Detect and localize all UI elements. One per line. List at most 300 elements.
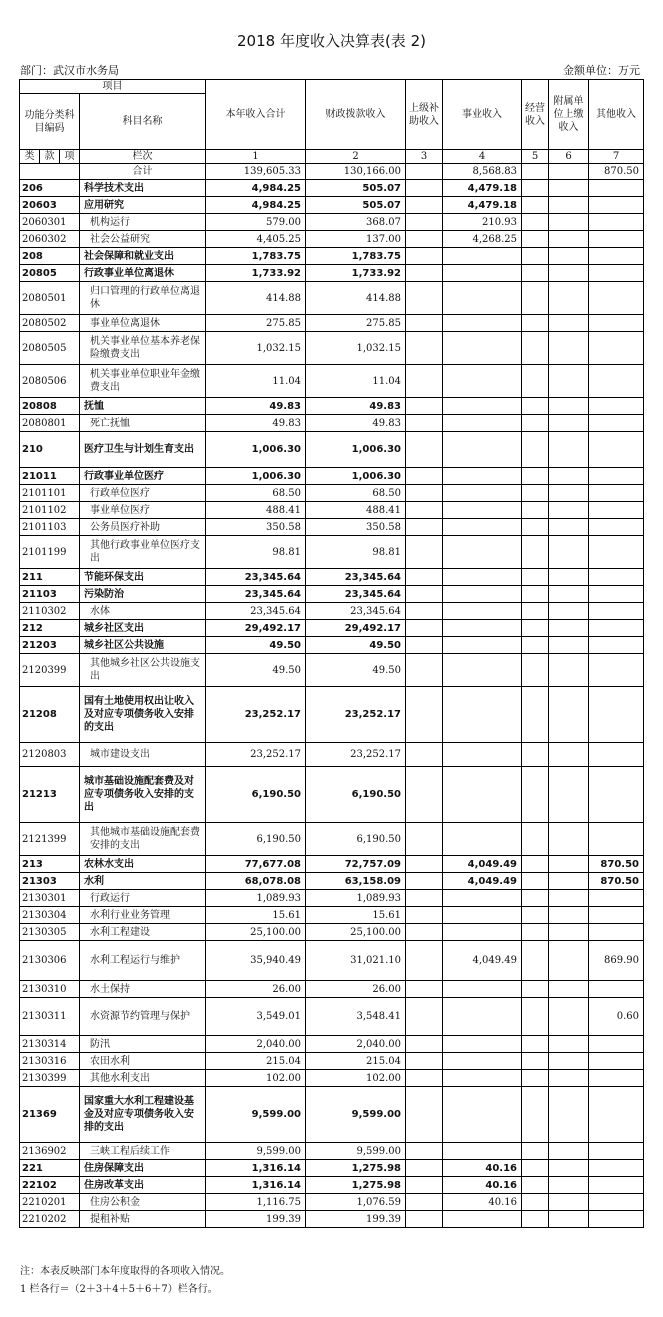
cell-operating [522,890,549,907]
row-name: 国有土地使用权出让收入及对应专项债务收入安排的支出 [80,687,206,743]
table-row [20,1070,644,1087]
cell-other [589,687,644,743]
cell-operating [522,485,549,502]
cell-operating [522,998,549,1036]
cell-affiliated [549,248,589,265]
cell-affiliated [549,767,589,823]
cell-total: 579.00 [206,214,306,231]
cell-business [443,1211,522,1228]
cell-operating [522,620,549,637]
cell-operating [522,164,549,180]
cell-affiliated [549,231,589,248]
row-code: 2130314 [20,1036,80,1053]
cell-superior [406,1087,443,1143]
cell-operating [522,873,549,890]
cell-business [443,1087,522,1143]
cell-business: 210.93 [443,214,522,231]
cell-business: 4,049.49 [443,856,522,873]
table-row [20,519,644,536]
cell-fiscal: 23,252.17 [306,687,406,743]
cell-fiscal: 6,190.50 [306,767,406,823]
cell-superior [406,282,443,315]
table-row [20,214,644,231]
cell-other [589,282,644,315]
row-code: 2110302 [20,603,80,620]
cell-operating [522,365,549,398]
cell-other [589,468,644,485]
cell-business: 4,479.18 [443,180,522,197]
table-row [20,1036,644,1053]
table-row [20,743,644,767]
cell-superior [406,569,443,586]
cell-total: 1,783.75 [206,248,306,265]
cell-business [443,485,522,502]
cell-operating [522,924,549,941]
table-row [20,1143,644,1160]
cell-superior [406,890,443,907]
cell-total: 139,605.33 [206,164,306,180]
cell-other [589,536,644,569]
cell-affiliated [549,603,589,620]
table-row [20,164,644,180]
row-name: 应用研究 [80,197,206,214]
cell-fiscal: 505.07 [306,197,406,214]
cell-affiliated [549,743,589,767]
cell-business: 4,049.49 [443,941,522,981]
cell-affiliated [549,197,589,214]
cell-other [589,1143,644,1160]
cell-total: 29,492.17 [206,620,306,637]
row-code: 2060301 [20,214,80,231]
table-row [20,687,644,743]
row-name: 农田水利 [80,1053,206,1070]
table-row [20,603,644,620]
unit-label: 金额单位：万元 [563,64,640,77]
row-code: 2080801 [20,415,80,432]
cell-fiscal: 49.50 [306,654,406,687]
cell-other [589,767,644,823]
header-business: 事业收入 [443,80,522,150]
header-lanci: 栏次 [80,150,206,164]
table-row [20,1160,644,1177]
cell-fiscal: 350.58 [306,519,406,536]
row-code: 20808 [20,398,80,415]
cell-fiscal: 1,275.98 [306,1160,406,1177]
row-code: 21303 [20,873,80,890]
cell-total: 4,984.25 [206,197,306,214]
cell-superior [406,1036,443,1053]
cell-operating [522,265,549,282]
cell-affiliated [549,1211,589,1228]
cell-superior [406,398,443,415]
table-row [20,890,644,907]
cell-superior [406,315,443,332]
cell-superior [406,1194,443,1211]
cell-other [589,214,644,231]
cell-operating [522,907,549,924]
cell-business [443,823,522,856]
cell-superior [406,654,443,687]
row-code: 21208 [20,687,80,743]
row-name: 医疗卫生与计划生育支出 [80,432,206,468]
table-row [20,197,644,214]
row-code: 2210201 [20,1194,80,1211]
table-row [20,856,644,873]
table-row [20,1211,644,1228]
cell-affiliated [549,432,589,468]
cell-fiscal: 49.83 [306,415,406,432]
cell-superior [406,365,443,398]
cell-total: 1,316.14 [206,1177,306,1194]
table-row [20,415,644,432]
row-code: 206 [20,180,80,197]
cell-total: 350.58 [206,519,306,536]
cell-other: 0.60 [589,998,644,1036]
cell-operating [522,231,549,248]
table-row [20,586,644,603]
col-num-5: 5 [522,150,549,164]
header-xiang: 项 [60,150,80,164]
cell-business [443,282,522,315]
table-row [20,823,644,856]
cell-affiliated [549,365,589,398]
table-row [20,620,644,637]
cell-superior [406,432,443,468]
cell-total: 3,549.01 [206,998,306,1036]
row-name: 其他水利支出 [80,1070,206,1087]
row-code: 2080501 [20,282,80,315]
cell-operating [522,767,549,823]
cell-affiliated [549,1087,589,1143]
cell-total: 1,316.14 [206,1160,306,1177]
cell-affiliated [549,907,589,924]
table-row [20,1053,644,1070]
cell-superior [406,231,443,248]
row-code: 21369 [20,1087,80,1143]
cell-business [443,767,522,823]
row-name: 水体 [80,603,206,620]
cell-affiliated [549,654,589,687]
row-code: 20805 [20,265,80,282]
cell-superior [406,1177,443,1194]
table-row [20,432,644,468]
cell-superior [406,248,443,265]
row-code: 221 [20,1160,80,1177]
cell-total: 23,345.64 [206,586,306,603]
cell-total: 1,733.92 [206,265,306,282]
row-name: 社会公益研究 [80,231,206,248]
table-body [20,164,644,1228]
row-code: 2210202 [20,1211,80,1228]
cell-superior [406,981,443,998]
cell-total: 35,940.49 [206,941,306,981]
cell-total: 98.81 [206,536,306,569]
cell-business [443,998,522,1036]
header-func-code: 功能分类科目编码 [20,94,80,150]
row-name: 住房保障支出 [80,1160,206,1177]
cell-fiscal: 505.07 [306,180,406,197]
table-row [20,924,644,941]
cell-fiscal: 49.83 [306,398,406,415]
cell-business [443,1036,522,1053]
row-code: 2080502 [20,315,80,332]
cell-business [443,586,522,603]
cell-fiscal: 1,275.98 [306,1177,406,1194]
cell-fiscal: 137.00 [306,231,406,248]
cell-other [589,315,644,332]
cell-operating [522,214,549,231]
cell-fiscal: 1,783.75 [306,248,406,265]
cell-operating [522,1160,549,1177]
cell-affiliated [549,586,589,603]
cell-business: 4,268.25 [443,231,522,248]
cell-total: 414.88 [206,282,306,315]
header-lei: 类 [20,150,40,164]
cell-fiscal: 130,166.00 [306,164,406,180]
cell-fiscal: 9,599.00 [306,1087,406,1143]
cell-fiscal: 1,006.30 [306,432,406,468]
cell-business [443,432,522,468]
row-name: 住房公积金 [80,1194,206,1211]
cell-total: 488.41 [206,502,306,519]
cell-affiliated [549,415,589,432]
cell-business [443,1143,522,1160]
cell-superior [406,637,443,654]
cell-affiliated [549,620,589,637]
header-total: 本年收入合计 [206,80,306,150]
cell-total: 49.50 [206,637,306,654]
header-affiliated: 附属单位上缴收入 [549,80,589,150]
row-code: 2101102 [20,502,80,519]
income-table [19,79,644,1228]
table-row [20,941,644,981]
cell-operating [522,398,549,415]
cell-superior [406,1053,443,1070]
cell-fiscal: 49.50 [306,637,406,654]
cell-fiscal: 68.50 [306,485,406,502]
cell-affiliated [549,519,589,536]
row-code: 21213 [20,767,80,823]
row-code: 210 [20,432,80,468]
cell-superior [406,485,443,502]
cell-operating [522,248,549,265]
cell-fiscal: 215.04 [306,1053,406,1070]
cell-other [589,890,644,907]
row-code: 2130301 [20,890,80,907]
cell-total: 4,405.25 [206,231,306,248]
table-row [20,873,644,890]
row-name: 机构运行 [80,214,206,231]
cell-superior [406,767,443,823]
cell-operating [522,823,549,856]
cell-affiliated [549,265,589,282]
cell-other [589,248,644,265]
cell-business [443,654,522,687]
cell-fiscal: 275.85 [306,315,406,332]
cell-other [589,1087,644,1143]
cell-superior [406,332,443,365]
cell-total: 15.61 [206,907,306,924]
row-name: 城市建设支出 [80,743,206,767]
cell-total: 215.04 [206,1053,306,1070]
cell-fiscal: 31,021.10 [306,941,406,981]
cell-total: 275.85 [206,315,306,332]
cell-other: 870.50 [589,164,644,180]
cell-total: 23,252.17 [206,743,306,767]
row-name: 防汛 [80,1036,206,1053]
cell-business [443,907,522,924]
cell-other [589,637,644,654]
row-name: 事业单位医疗 [80,502,206,519]
table-row [20,365,644,398]
cell-total: 49.83 [206,398,306,415]
cell-fiscal: 23,345.64 [306,603,406,620]
cell-affiliated [549,981,589,998]
cell-fiscal: 414.88 [306,282,406,315]
cell-other [589,502,644,519]
cell-operating [522,743,549,767]
cell-business [443,468,522,485]
table-row [20,265,644,282]
cell-other [589,415,644,432]
cell-business [443,743,522,767]
cell-business [443,519,522,536]
cell-other [589,365,644,398]
row-code: 2130306 [20,941,80,981]
header-item: 项目 [20,80,206,94]
cell-affiliated [549,1036,589,1053]
cell-total: 9,599.00 [206,1143,306,1160]
table-row [20,1194,644,1211]
cell-affiliated [549,164,589,180]
cell-other [589,332,644,365]
row-name: 行政事业单位离退休 [80,265,206,282]
row-name: 水利工程运行与维护 [80,941,206,981]
row-code: 2101101 [20,485,80,502]
cell-total: 26.00 [206,981,306,998]
cell-fiscal: 2,040.00 [306,1036,406,1053]
cell-business [443,502,522,519]
cell-operating [522,432,549,468]
cell-total: 1,006.30 [206,468,306,485]
cell-superior [406,265,443,282]
table-row [20,502,644,519]
cell-operating [522,536,549,569]
cell-total: 1,006.30 [206,432,306,468]
row-name: 行政事业单位医疗 [80,468,206,485]
cell-total: 68.50 [206,485,306,502]
table-row [20,248,644,265]
cell-affiliated [549,924,589,941]
cell-total: 49.50 [206,654,306,687]
cell-business [443,365,522,398]
cell-total: 1,116.75 [206,1194,306,1211]
row-name: 水资源节约管理与保护 [80,998,206,1036]
cell-affiliated [549,823,589,856]
row-name: 住房改革支出 [80,1177,206,1194]
cell-affiliated [549,687,589,743]
cell-operating [522,332,549,365]
cell-total: 77,677.08 [206,856,306,873]
row-name: 机关事业单位职业年金缴费支出 [80,365,206,398]
cell-fiscal: 488.41 [306,502,406,519]
cell-operating [522,315,549,332]
cell-other [589,569,644,586]
cell-operating [522,1177,549,1194]
cell-operating [522,569,549,586]
row-code: 2130310 [20,981,80,998]
row-code: 2080506 [20,365,80,398]
cell-superior [406,856,443,873]
cell-fiscal: 6,190.50 [306,823,406,856]
cell-fiscal: 1,733.92 [306,265,406,282]
cell-business [443,890,522,907]
cell-fiscal: 11.04 [306,365,406,398]
cell-operating [522,1211,549,1228]
header-superior: 上级补助收入 [406,80,443,150]
cell-business [443,569,522,586]
cell-operating [522,856,549,873]
row-name: 其他城乡社区公共设施支出 [80,654,206,687]
cell-operating [522,468,549,485]
cell-other: 869.90 [589,941,644,981]
table-row [20,468,644,485]
table-row [20,907,644,924]
cell-operating [522,603,549,620]
row-name: 死亡抚恤 [80,415,206,432]
cell-other [589,197,644,214]
cell-superior [406,164,443,180]
table-row [20,981,644,998]
cell-total: 23,345.64 [206,569,306,586]
cell-affiliated [549,214,589,231]
cell-other [589,743,644,767]
header-item-name: 科目名称 [80,94,206,150]
cell-total: 199.39 [206,1211,306,1228]
cell-business: 40.16 [443,1177,522,1194]
cell-business: 8,568.83 [443,164,522,180]
cell-superior [406,907,443,924]
row-code: 2136902 [20,1143,80,1160]
table-row [20,398,644,415]
cell-superior [406,1070,443,1087]
table-row [20,332,644,365]
cell-fiscal: 23,345.64 [306,586,406,603]
cell-business [443,637,522,654]
cell-operating [522,1053,549,1070]
cell-other [589,654,644,687]
cell-superior [406,586,443,603]
cell-total: 11.04 [206,365,306,398]
cell-affiliated [549,637,589,654]
row-code: 2060302 [20,231,80,248]
cell-other [589,907,644,924]
cell-affiliated [549,1143,589,1160]
cell-total: 49.83 [206,415,306,432]
col-num-3: 3 [406,150,443,164]
cell-superior [406,603,443,620]
cell-other [589,485,644,502]
row-name: 农林水支出 [80,856,206,873]
cell-total: 2,040.00 [206,1036,306,1053]
cell-other [589,432,644,468]
row-code: 2120803 [20,743,80,767]
cell-total: 4,984.25 [206,180,306,197]
cell-superior [406,941,443,981]
cell-superior [406,519,443,536]
cell-superior [406,998,443,1036]
cell-superior [406,620,443,637]
